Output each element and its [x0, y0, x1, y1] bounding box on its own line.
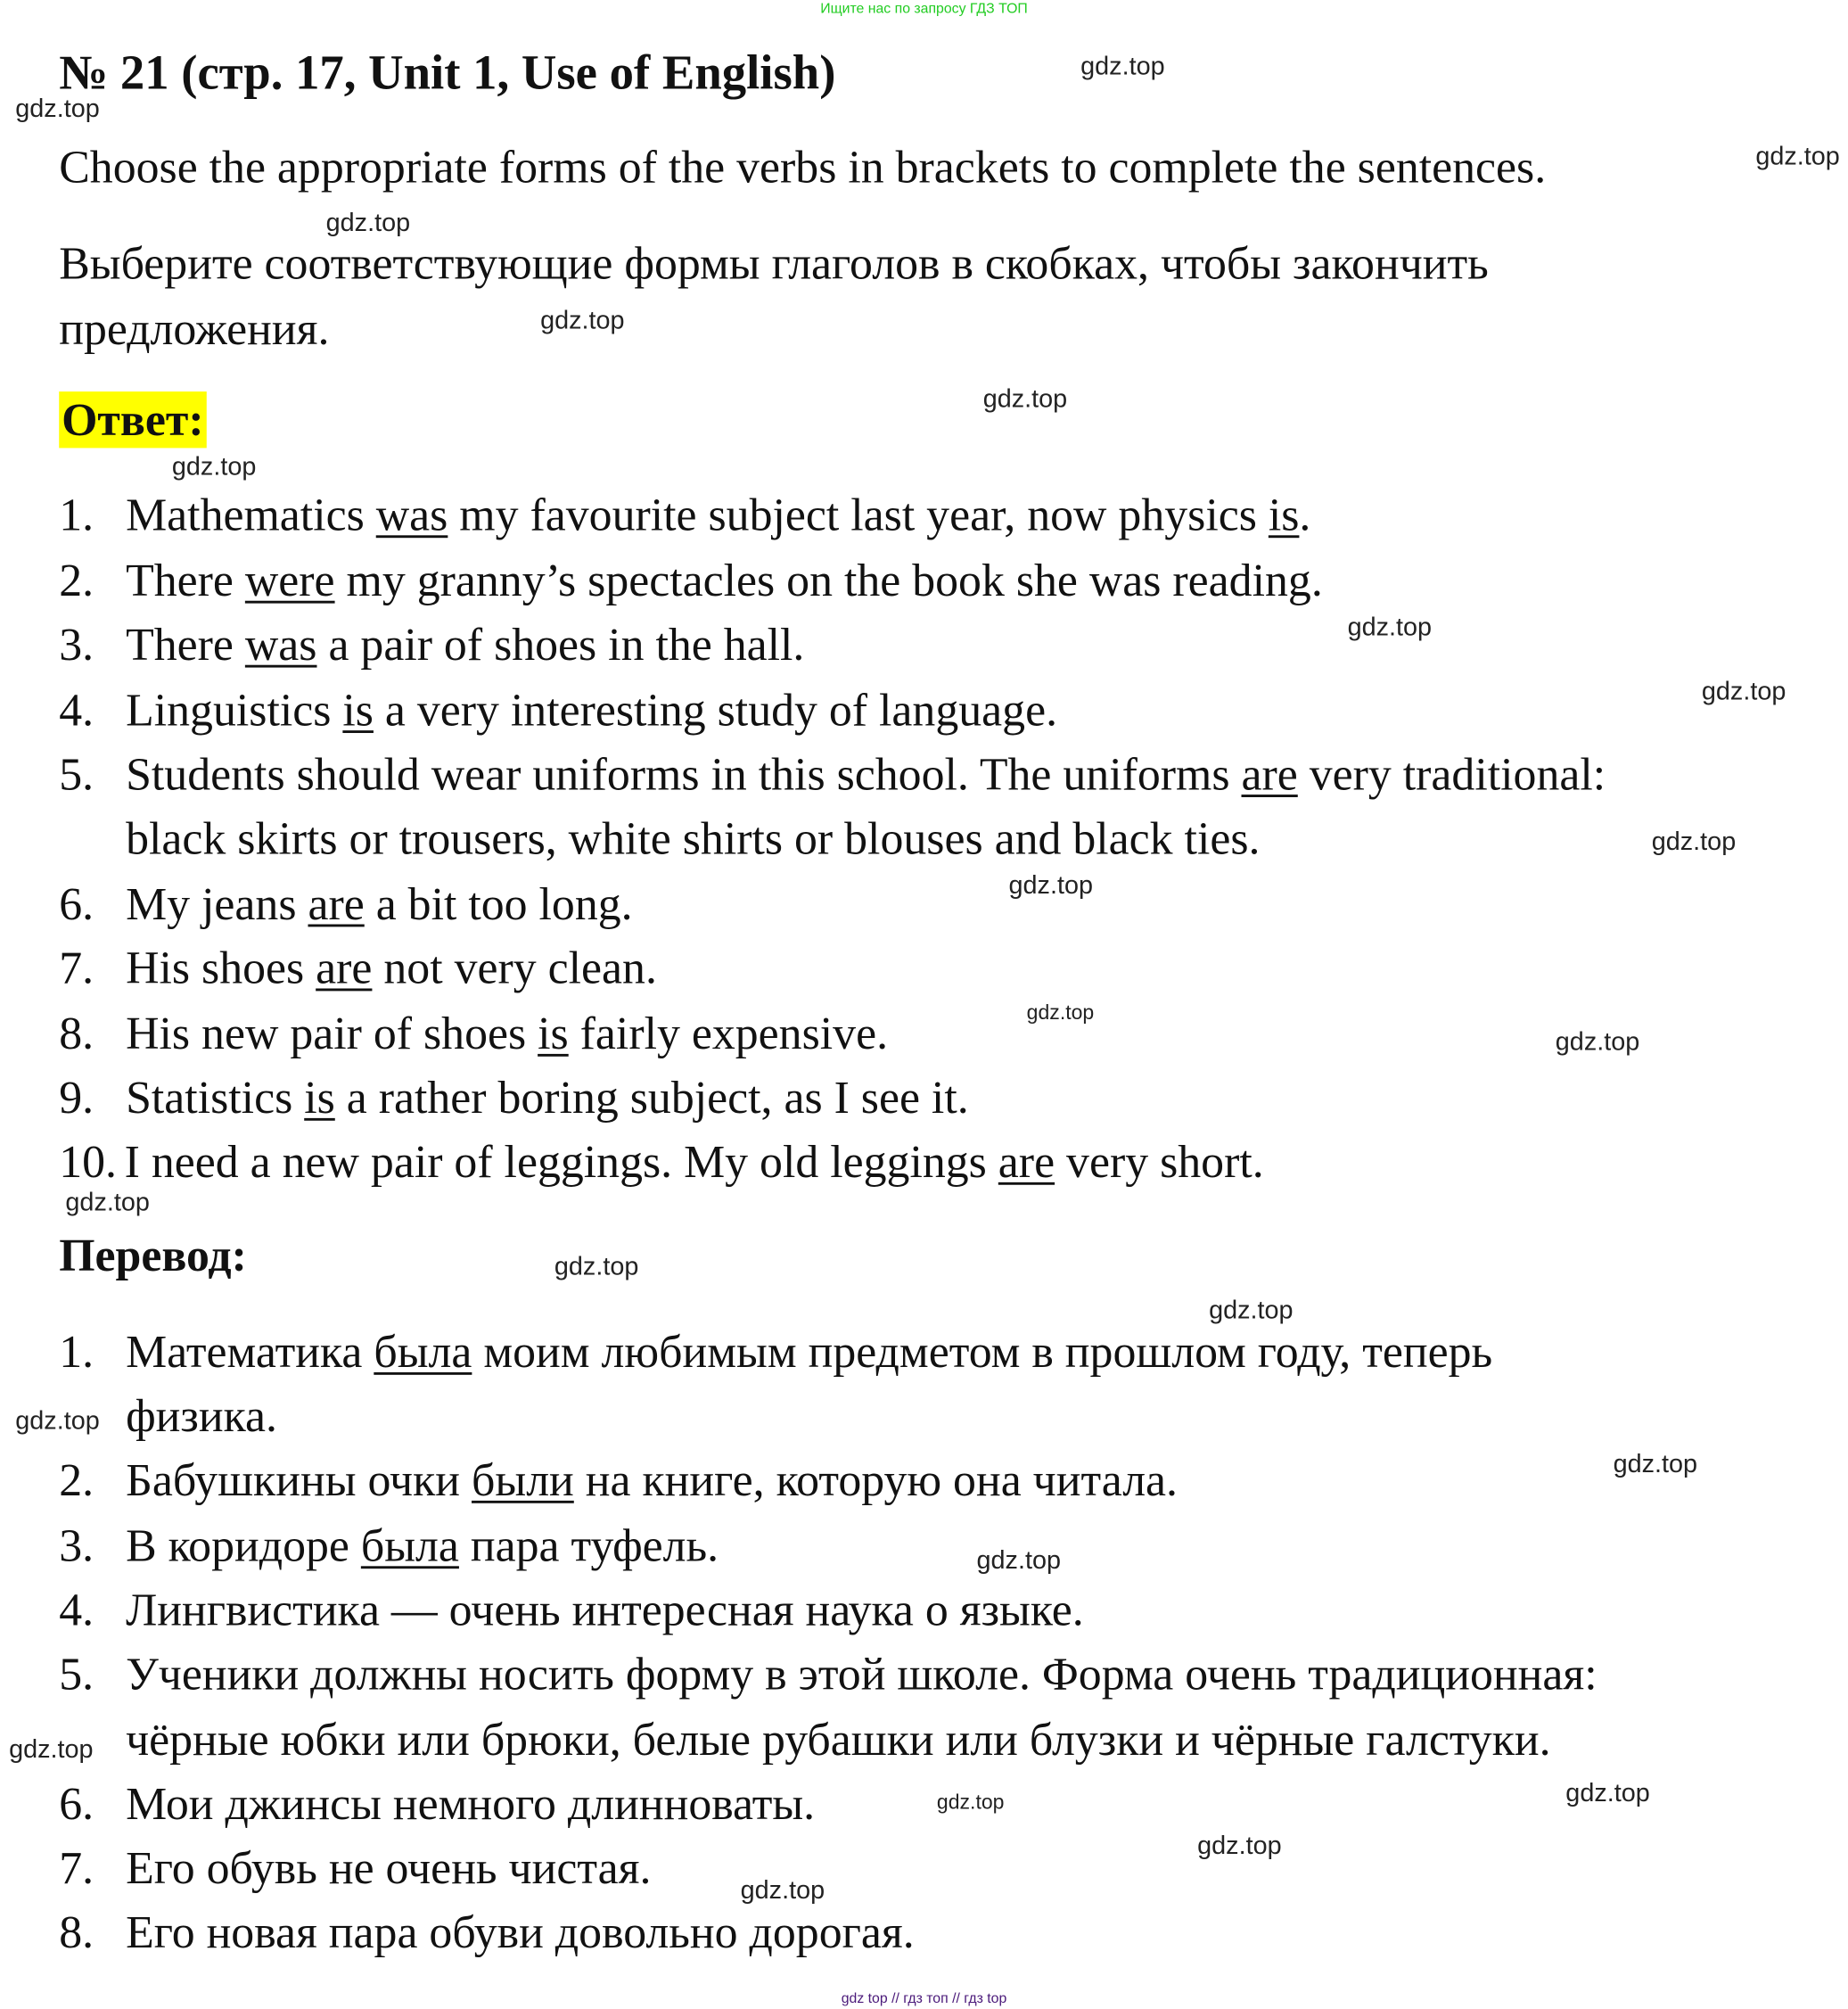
answer-verb: are	[998, 1136, 1055, 1188]
item-number: 9.	[59, 1072, 94, 1124]
text-segment: Математика	[126, 1326, 374, 1378]
text-segment: very traditional:	[1297, 748, 1606, 800]
text-segment: There	[126, 618, 245, 671]
answer-verb: was	[375, 489, 448, 541]
watermark-text: gdz.top	[9, 1735, 94, 1765]
item-number: 1.	[59, 1326, 94, 1378]
item-text	[126, 748, 1606, 800]
watermark-text: gdz.top	[1613, 1450, 1698, 1479]
item-text	[126, 1454, 1178, 1506]
answer-verb: is	[538, 1008, 569, 1059]
item-number: 3.	[59, 1519, 94, 1572]
watermark-text: gdz.top	[1209, 1296, 1294, 1325]
text-segment: Ученики должны носить форму в этой школе. Форма очень традиционная:	[126, 1648, 1597, 1700]
list-item	[59, 877, 633, 930]
text-segment: a pair of shoes in the hall.	[316, 618, 805, 671]
answer-verb: are	[316, 942, 373, 994]
answer-verb: были	[472, 1454, 574, 1506]
list-item	[59, 1648, 1597, 1700]
item-number: 5.	[59, 1648, 94, 1700]
answer-verb: была	[360, 1519, 459, 1572]
text-segment: a rather boring subject, as I see it.	[334, 1072, 969, 1124]
watermark-text: gdz.top	[1565, 1779, 1650, 1807]
item-text	[126, 943, 657, 994]
text-segment: fairly expensive.	[568, 1008, 889, 1059]
answer-verb: is	[304, 1072, 335, 1124]
watermark-text: gdz.top	[1008, 871, 1093, 901]
text-segment: Лингвистика — очень интересная наука о языке.	[126, 1584, 1084, 1636]
text-segment: black skirts or trousers, white shirts or blouses and black ties.	[126, 812, 1261, 864]
item-text	[126, 1390, 277, 1442]
text-segment: Мои джинсы немного длинноваты.	[126, 1777, 816, 1830]
list-item	[59, 1906, 915, 1958]
text-segment: моим любимым предметом в прошлом году, теперь	[472, 1326, 1493, 1378]
list-item	[59, 1326, 1493, 1378]
item-text	[126, 1326, 1492, 1378]
footer-watermark: gdz top // гдз топ // гдз top	[841, 1990, 1007, 2007]
text-segment: not very clean.	[372, 942, 657, 994]
watermark-text: gdz.top	[1026, 1002, 1095, 1025]
list-item	[59, 684, 1058, 736]
watermark-text: gdz.top	[1755, 142, 1840, 171]
watermark-text: gdz.top	[325, 209, 411, 238]
watermark-text: gdz.top	[936, 1791, 1005, 1815]
list-item	[59, 812, 1261, 864]
answer-verb: была	[374, 1326, 472, 1378]
list-item	[59, 618, 805, 671]
item-text	[126, 1778, 815, 1830]
instruction-russian: Выберите соответствующие формы глаголов в скобках, чтобы закончить	[59, 237, 1489, 289]
item-number: 8.	[59, 1008, 94, 1059]
search-banner: Ищите нас по запросу ГДЗ ТОП	[820, 1, 1028, 17]
item-text	[126, 1648, 1597, 1700]
text-segment: Его обувь не очень чистая.	[126, 1841, 652, 1894]
answer-heading: Ответ:	[59, 391, 206, 448]
text-segment: a very interesting study of language.	[373, 684, 1058, 736]
text-segment: Mathematics	[126, 489, 376, 541]
answer-verb: are	[1241, 748, 1298, 800]
item-text	[126, 1714, 1550, 1766]
watermark-text: gdz.top	[1651, 827, 1737, 857]
item-text	[126, 1906, 915, 1958]
list-item	[59, 1841, 652, 1894]
text-segment: Бабушкины очки	[126, 1454, 472, 1506]
item-text	[126, 555, 1323, 606]
text-segment: very short.	[1055, 1136, 1264, 1188]
item-number: 7.	[59, 1841, 94, 1894]
watermark-text: gdz.top	[1347, 613, 1433, 642]
watermark-text: gdz.top	[1555, 1028, 1640, 1057]
watermark-text: gdz.top	[976, 1546, 1061, 1576]
watermark-text: gdz.top	[554, 1253, 639, 1281]
item-number: 2.	[59, 554, 94, 606]
item-number: 1.	[59, 489, 94, 541]
list-item	[59, 1136, 1264, 1188]
text-segment: Statistics	[126, 1072, 305, 1124]
list-item	[59, 942, 657, 994]
watermark-text: gdz.top	[171, 453, 257, 482]
list-item	[59, 1454, 1179, 1506]
list-item	[59, 554, 1323, 606]
exercise-title: № 21 (стр. 17, Unit 1, Use of English)	[59, 45, 836, 101]
text-segment: Его новая пара обуви довольно дорогая.	[126, 1906, 915, 1958]
item-number: 4.	[59, 1584, 94, 1636]
list-item	[59, 1584, 1084, 1636]
translation-heading: Перевод:	[59, 1230, 247, 1281]
text-segment: В коридоре	[126, 1519, 361, 1572]
text-segment: Linguistics	[126, 684, 343, 736]
watermark-text: gdz.top	[65, 1189, 150, 1217]
text-segment: His new pair of shoes	[126, 1008, 538, 1059]
text-segment: a bit too long.	[364, 877, 633, 930]
item-text	[126, 878, 633, 930]
answer-verb: were	[244, 554, 335, 606]
watermark-text: gdz.top	[15, 1406, 100, 1436]
watermark-text: gdz.top	[1197, 1832, 1282, 1860]
text-segment: физика.	[126, 1390, 277, 1442]
item-text	[126, 1842, 651, 1894]
text-segment: Students should wear uniforms in this school. The uniforms	[126, 748, 1242, 800]
item-text	[126, 1008, 888, 1059]
text-segment: чёрные юбки или брюки, белые рубашки или блузки и чёрные галстуки.	[126, 1713, 1551, 1766]
item-number: 8.	[59, 1906, 94, 1958]
list-item	[59, 748, 1606, 800]
text-segment: my favourite subject last year, now physics	[448, 489, 1269, 541]
text-segment: на книге, которую она читала.	[573, 1454, 1179, 1506]
answer-verb: was	[244, 618, 317, 671]
item-text	[126, 619, 804, 671]
item-number: 10.	[59, 1136, 118, 1188]
item-text	[126, 1519, 719, 1571]
item-text	[126, 1584, 1084, 1635]
item-text	[126, 1072, 969, 1124]
watermark-text: gdz.top	[1080, 53, 1165, 81]
answer-verb: are	[308, 877, 365, 930]
watermark-text: gdz.top	[1701, 678, 1786, 706]
text-segment: His shoes	[126, 942, 316, 994]
list-item	[59, 1713, 1551, 1766]
text-segment: I need a new pair of leggings. My old leggings	[124, 1136, 998, 1188]
text-segment: My jeans	[126, 877, 308, 930]
item-number: 7.	[59, 942, 94, 994]
item-number: 5.	[59, 748, 94, 800]
item-text	[125, 1136, 1264, 1188]
list-item	[59, 1519, 719, 1572]
answer-verb: is	[1268, 489, 1300, 541]
watermark-text: gdz.top	[15, 95, 100, 124]
item-number: 6.	[59, 877, 94, 930]
watermark-text: gdz.top	[982, 384, 1068, 414]
instruction-english: Choose the appropriate forms of the verbs in brackets to complete the sentences.	[59, 141, 1547, 193]
watermark-text: gdz.top	[540, 307, 625, 335]
list-item	[59, 1010, 888, 1057]
item-number: 3.	[59, 618, 94, 671]
text-segment: my granny’s spectacles on the book she was reading.	[334, 554, 1323, 606]
item-number: 2.	[59, 1454, 94, 1506]
item-text	[126, 812, 1260, 864]
text-segment: .	[1299, 489, 1311, 541]
answer-verb: is	[342, 684, 374, 736]
item-number: 4.	[59, 684, 94, 736]
list-item	[59, 1072, 969, 1124]
item-number: 6.	[59, 1777, 94, 1830]
list-item	[59, 489, 1311, 541]
text-segment: пара туфель.	[458, 1519, 719, 1572]
list-item	[59, 1777, 816, 1830]
item-text	[126, 489, 1310, 540]
instruction-russian-cont: предложения.	[59, 302, 330, 355]
watermark-text: gdz.top	[740, 1876, 825, 1906]
text-segment: There	[126, 554, 245, 606]
item-text	[126, 684, 1057, 736]
